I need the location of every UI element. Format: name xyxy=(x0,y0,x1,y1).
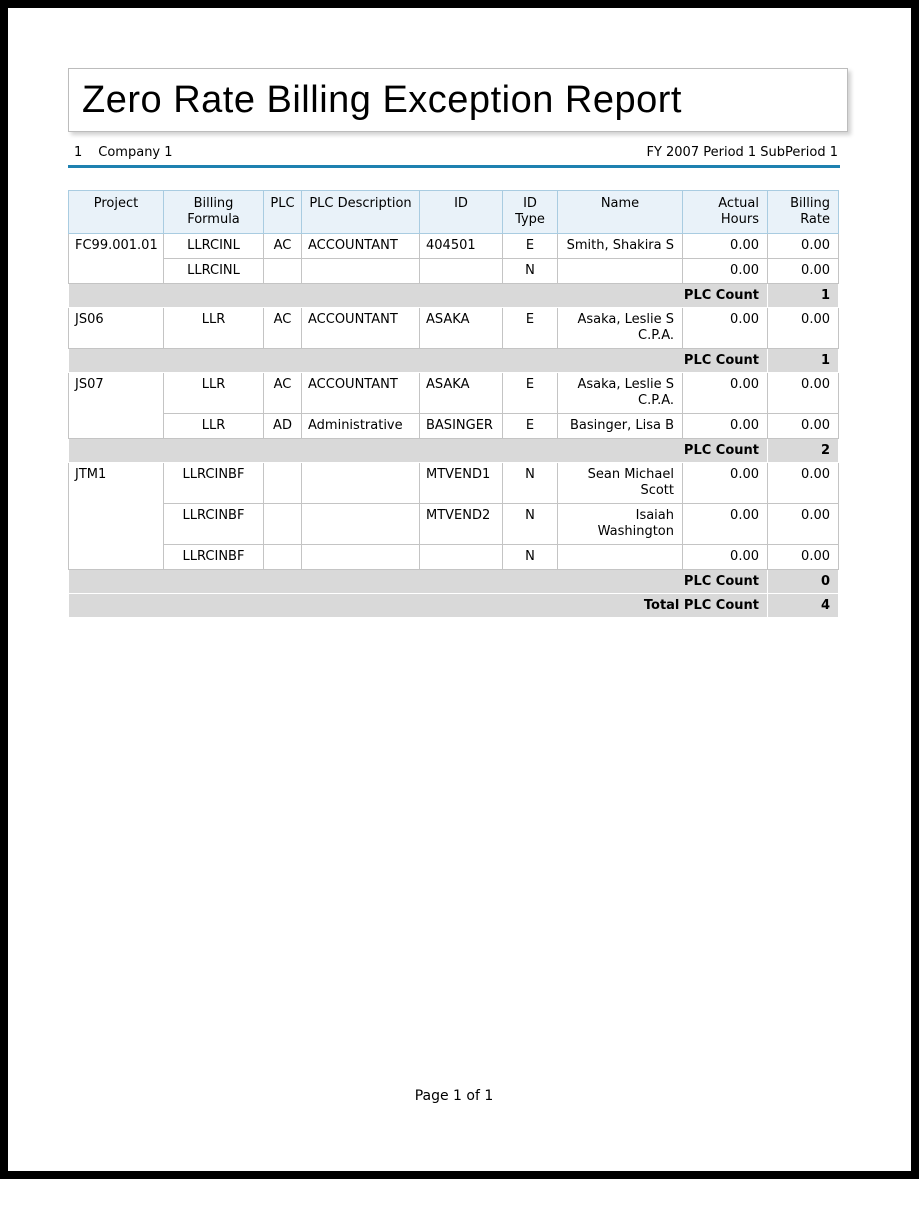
table-row xyxy=(69,373,839,414)
cell-actual-hours: 0.00 xyxy=(683,545,768,570)
table-header-row xyxy=(69,191,839,234)
cell-name: Smith, Shakira S xyxy=(558,234,683,259)
cell-plc xyxy=(264,259,302,284)
cell-name: Isaiah Washington xyxy=(558,504,683,545)
column-header-billing-formula: Billing Formula xyxy=(164,191,264,234)
column-header-plc: PLC xyxy=(264,191,302,234)
table-row xyxy=(69,504,839,545)
cell-plc-description xyxy=(302,504,420,545)
column-header-actual-hours: Actual Hours xyxy=(683,191,768,234)
cell-billing-rate: 0.00 xyxy=(768,463,839,504)
cell-billing-rate: 0.00 xyxy=(768,504,839,545)
cell-name xyxy=(558,259,683,284)
column-header-id-type: ID Type xyxy=(503,191,558,234)
column-header-name: Name xyxy=(558,191,683,234)
cell-plc-description xyxy=(302,259,420,284)
company-name: Company 1 xyxy=(98,145,173,160)
cell-billing-rate: 0.00 xyxy=(768,308,839,349)
cell-plc: AC xyxy=(264,373,302,414)
cell-billing-formula: LLRCINBF xyxy=(164,545,264,570)
total-plc-count-row xyxy=(69,594,839,618)
report-table xyxy=(68,190,839,618)
plc-count-row xyxy=(69,349,839,373)
cell-actual-hours: 0.00 xyxy=(683,373,768,414)
cell-actual-hours: 0.00 xyxy=(683,504,768,545)
cell-name: Asaka, Leslie S C.P.A. xyxy=(558,373,683,414)
table-row xyxy=(69,463,839,504)
cell-plc xyxy=(264,504,302,545)
cell-actual-hours: 0.00 xyxy=(683,463,768,504)
cell-id: 404501 xyxy=(420,234,503,259)
cell-project: FC99.001.01 xyxy=(69,234,164,284)
report-title-box xyxy=(68,68,848,132)
cell-billing-rate: 0.00 xyxy=(768,545,839,570)
cell-actual-hours: 0.00 xyxy=(683,259,768,284)
cell-id: MTVEND1 xyxy=(420,463,503,504)
cell-id-type: N xyxy=(503,545,558,570)
cell-billing-formula: LLRCINL xyxy=(164,259,264,284)
cell-id-type: E xyxy=(503,414,558,439)
cell-billing-rate: 0.00 xyxy=(768,414,839,439)
cell-name: Asaka, Leslie S C.P.A. xyxy=(558,308,683,349)
cell-id-type: E xyxy=(503,308,558,349)
cell-billing-formula: LLR xyxy=(164,414,264,439)
report-meta-row xyxy=(68,145,840,168)
cell-billing-formula: LLRCINL xyxy=(164,234,264,259)
cell-name: Sean Michael Scott xyxy=(558,463,683,504)
cell-id: MTVEND2 xyxy=(420,504,503,545)
cell-id-type: N xyxy=(503,504,558,545)
column-header-plc-description: PLC Description xyxy=(302,191,420,234)
report-page xyxy=(8,68,911,1231)
cell-plc-description: ACCOUNTANT xyxy=(302,308,420,349)
cell-plc-description: Administrative xyxy=(302,414,420,439)
cell-id xyxy=(420,545,503,570)
table-row xyxy=(69,234,839,259)
cell-id-type: E xyxy=(503,373,558,414)
plc-count-value: 0 xyxy=(768,570,839,594)
plc-count-row xyxy=(69,284,839,308)
cell-plc-description xyxy=(302,545,420,570)
total-plc-count-label: Total PLC Count xyxy=(69,594,768,618)
plc-count-row xyxy=(69,570,839,594)
cell-plc: AC xyxy=(264,234,302,259)
page-title: Zero Rate Billing Exception Report xyxy=(82,78,682,121)
cell-project: JS07 xyxy=(69,373,164,439)
plc-count-value: 1 xyxy=(768,349,839,373)
cell-plc-description xyxy=(302,463,420,504)
cell-project: JTM1 xyxy=(69,463,164,570)
plc-count-row xyxy=(69,439,839,463)
cell-id: ASAKA xyxy=(420,308,503,349)
cell-billing-rate: 0.00 xyxy=(768,234,839,259)
cell-plc: AD xyxy=(264,414,302,439)
total-plc-count-value: 4 xyxy=(768,594,839,618)
plc-count-label: PLC Count xyxy=(69,439,768,463)
cell-billing-formula: LLRCINBF xyxy=(164,463,264,504)
plc-count-label: PLC Count xyxy=(69,284,768,308)
cell-project: JS06 xyxy=(69,308,164,349)
cell-plc-description: ACCOUNTANT xyxy=(302,234,420,259)
column-header-billing-rate: Billing Rate xyxy=(768,191,839,234)
page-footer: Page 1 of 1 xyxy=(414,1088,494,1104)
column-header-project: Project xyxy=(69,191,164,234)
cell-plc: AC xyxy=(264,308,302,349)
cell-actual-hours: 0.00 xyxy=(683,308,768,349)
cell-billing-formula: LLR xyxy=(164,308,264,349)
cell-actual-hours: 0.00 xyxy=(683,234,768,259)
cell-billing-formula: LLRCINBF xyxy=(164,504,264,545)
cell-name: Basinger, Lisa B xyxy=(558,414,683,439)
cell-plc-description: ACCOUNTANT xyxy=(302,373,420,414)
cell-id-type: E xyxy=(503,234,558,259)
cell-name xyxy=(558,545,683,570)
table-row xyxy=(69,259,839,284)
cell-id-type: N xyxy=(503,463,558,504)
cell-actual-hours: 0.00 xyxy=(683,414,768,439)
cell-billing-rate: 0.00 xyxy=(768,373,839,414)
table-row xyxy=(69,545,839,570)
cell-billing-formula: LLR xyxy=(164,373,264,414)
plc-count-label: PLC Count xyxy=(69,570,768,594)
column-header-id: ID xyxy=(420,191,503,234)
table-row xyxy=(69,414,839,439)
cell-id: ASAKA xyxy=(420,373,503,414)
company-line xyxy=(74,145,173,160)
plc-count-label: PLC Count xyxy=(69,349,768,373)
cell-billing-rate: 0.00 xyxy=(768,259,839,284)
company-number: 1 xyxy=(74,145,83,160)
plc-count-value: 1 xyxy=(768,284,839,308)
period-info: FY 2007 Period 1 SubPeriod 1 xyxy=(646,145,838,160)
cell-plc xyxy=(264,463,302,504)
table-row xyxy=(69,308,839,349)
cell-id xyxy=(420,259,503,284)
plc-count-value: 2 xyxy=(768,439,839,463)
cell-plc xyxy=(264,545,302,570)
cell-id-type: N xyxy=(503,259,558,284)
cell-id: BASINGER xyxy=(420,414,503,439)
